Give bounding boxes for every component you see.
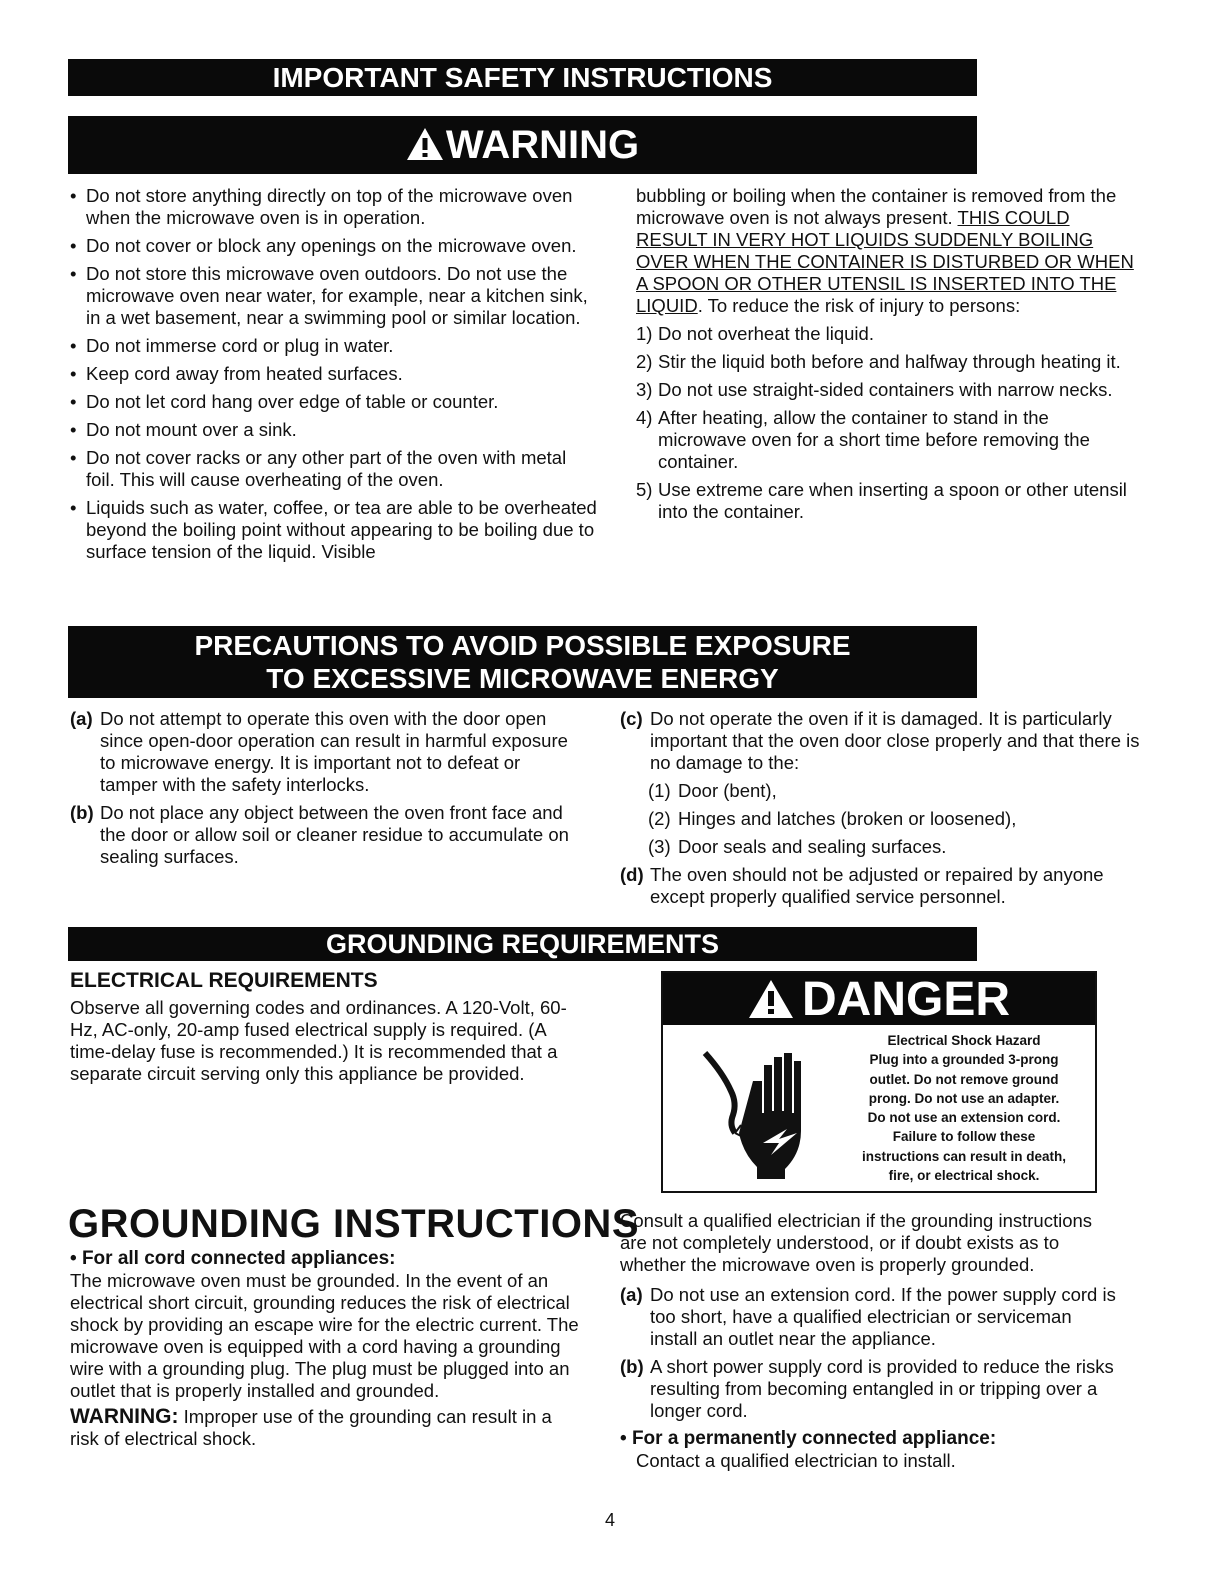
warning-continued-right (620, 185, 1140, 529)
electrical-shock-hand-icon (693, 1033, 833, 1183)
list-item: 1) Do not overheat the liquid. (636, 323, 874, 344)
list-item: • Do not let cord hang over edge of table or counter. (70, 391, 499, 412)
permanent-heading: • For a permanently connected appliance: (620, 1428, 997, 1449)
grounding-instructions-right (620, 1210, 1120, 1472)
list-item: 2) Stir the liquid both before and halfway through heating it. (636, 351, 1121, 372)
list-item: 3) Do not use straight-sided containers with narrow necks. (636, 379, 1113, 400)
list-item: (3) Door seals and sealing surfaces. (648, 836, 947, 857)
page-header-title: IMPORTANT SAFETY INSTRUCTIONS (272, 62, 773, 93)
precautions-title-line2: TO EXCESSIVE MICROWAVE ENERGY (266, 663, 779, 694)
list-item: 4) After heating, allow the container to stand in the microwave oven for a short time before removing the container. (636, 407, 1090, 472)
precautions-left (70, 708, 580, 874)
list-item: • Do not store anything directly on top of the microwave oven when the microwave oven is in operation. (70, 185, 573, 228)
warning-triangle-icon (406, 127, 444, 161)
list-item: • Do not store this microwave oven outdoors. Do not use the microwave oven near water, for example, near a kitchen sink, in a wet basement, near a swimming pool or similar location. (70, 263, 588, 328)
list-item: (a) Do not attempt to operate this oven with the door open since open-door operation can result in harmful exposure to microwave energy. It is important not to defeat or tamper with the safety interlocks. (70, 708, 568, 795)
grounding-warning: WARNING: Improper use of the grounding can result in a risk of electrical shock. (70, 1405, 552, 1449)
danger-label-box (661, 971, 1097, 1193)
precautions-band (68, 626, 977, 698)
list-item: • Keep cord away from heated surfaces. (70, 363, 403, 384)
list-item: 5) Use extreme care when inserting a spoon or other utensil into the container. (636, 479, 1127, 522)
grounding-instructions-left (70, 1248, 580, 1450)
list-item: (b) Do not place any object between the oven front face and the door or allow soil or cleaner residue to accumulate on sealing surfaces. (70, 802, 569, 867)
list-item: (d) The oven should not be adjusted or repaired by anyone except properly qualified service personnel. (620, 864, 1104, 907)
danger-message: Electrical Shock Hazard Plug into a grounded 3-prong outlet. Do not remove ground prong. Do not use an adapter. Do not use an extension cord. Failure to follow these instructions can result in death, fire, or electrical shock. (861, 1033, 1067, 1184)
electrical-requirements (70, 967, 580, 1085)
danger-header (663, 973, 1095, 1025)
page-number: 4 (604, 1510, 615, 1530)
electrical-requirements-text: Observe all governing codes and ordinances. A 120-Volt, 60-Hz, AC-only, 20-amp fused electrical supply is required. (A time-delay fuse is recommended.) It is recommended that a separate circuit serving only this appliance be provided. (70, 997, 567, 1084)
list-item: • Liquids such as water, coffee, or tea are able to be overheated beyond the boiling point without appearing to be boiling due to surface tension of the liquid. Visible (70, 497, 597, 562)
cord-connected-text: The microwave oven must be grounded. In the event of an electrical short circuit, grounding reduces the risk of electrical shock by providing an escape wire for the electric current. The microwave oven is equipped with a cord having a grounding wire with a grounding plug. The plug must be plugged into an outlet that is properly installed and grounded. (70, 1270, 579, 1401)
permanent-text: Contact a qualified electrician to install. (636, 1450, 956, 1471)
list-item: • Do not immerse cord or plug in water. (70, 335, 394, 356)
consult-text: Consult a qualified electrician if the grounding instructions are not completely understood, or if doubt exists as to whether the microwave oven is properly grounded. (620, 1210, 1093, 1275)
list-item: • Do not cover racks or any other part of the oven with metal foil. This will cause overheating of the oven. (70, 447, 567, 490)
warning-triangle-icon (748, 979, 794, 1019)
grounding-requirements-title: GROUNDING REQUIREMENTS (325, 929, 720, 959)
precautions-right (620, 708, 1140, 914)
list-item: (a) Do not use an extension cord. If the power supply cord is too short, have a qualified electrician or serviceman install an outlet near the appliance. (620, 1284, 1116, 1349)
list-item: (1) Door (bent), (648, 780, 777, 801)
list-item: (b) A short power supply cord is provided to reduce the risks resulting from becoming entangled in or tripping over a longer cord. (620, 1356, 1114, 1421)
list-item: • Do not cover or block any openings on the microwave oven. (70, 235, 577, 256)
grounding-requirements-band (68, 927, 977, 961)
warning-bullets-left (70, 185, 600, 569)
precautions-title-line1: PRECAUTIONS TO AVOID POSSIBLE EXPOSURE (194, 630, 851, 661)
list-item: • Do not mount over a sink. (70, 419, 297, 440)
danger-title: DANGER (801, 973, 1010, 1026)
list-item: (2) Hinges and latches (broken or loosened), (648, 808, 1017, 829)
electrical-requirements-heading: ELECTRICAL REQUIREMENTS (70, 969, 378, 992)
list-item: (c) Do not operate the oven if it is damaged. It is particularly important that the oven door close properly and that there is no damage to the: (620, 708, 1140, 773)
liquid-warning-paragraph: bubbling or boiling when the container is removed from the microwave oven is not always present. THIS COULD RESULT IN VERY HOT LIQUIDS SUDDENLY BOILING OVER WHEN THE CONTAINER IS DISTURBED OR WHEN A SPOON OR OTHER UTENSIL IS INSERTED INTO THE LIQUID. To reduce the risk of injury to persons: (636, 185, 1134, 316)
cord-connected-heading: • For all cord connected appliances: (70, 1248, 396, 1269)
warning-title: WARNING (445, 123, 640, 167)
warning-band (68, 116, 977, 174)
grounding-instructions-title: GROUNDING INSTRUCTIONS (68, 1202, 639, 1246)
header-band (68, 59, 977, 96)
